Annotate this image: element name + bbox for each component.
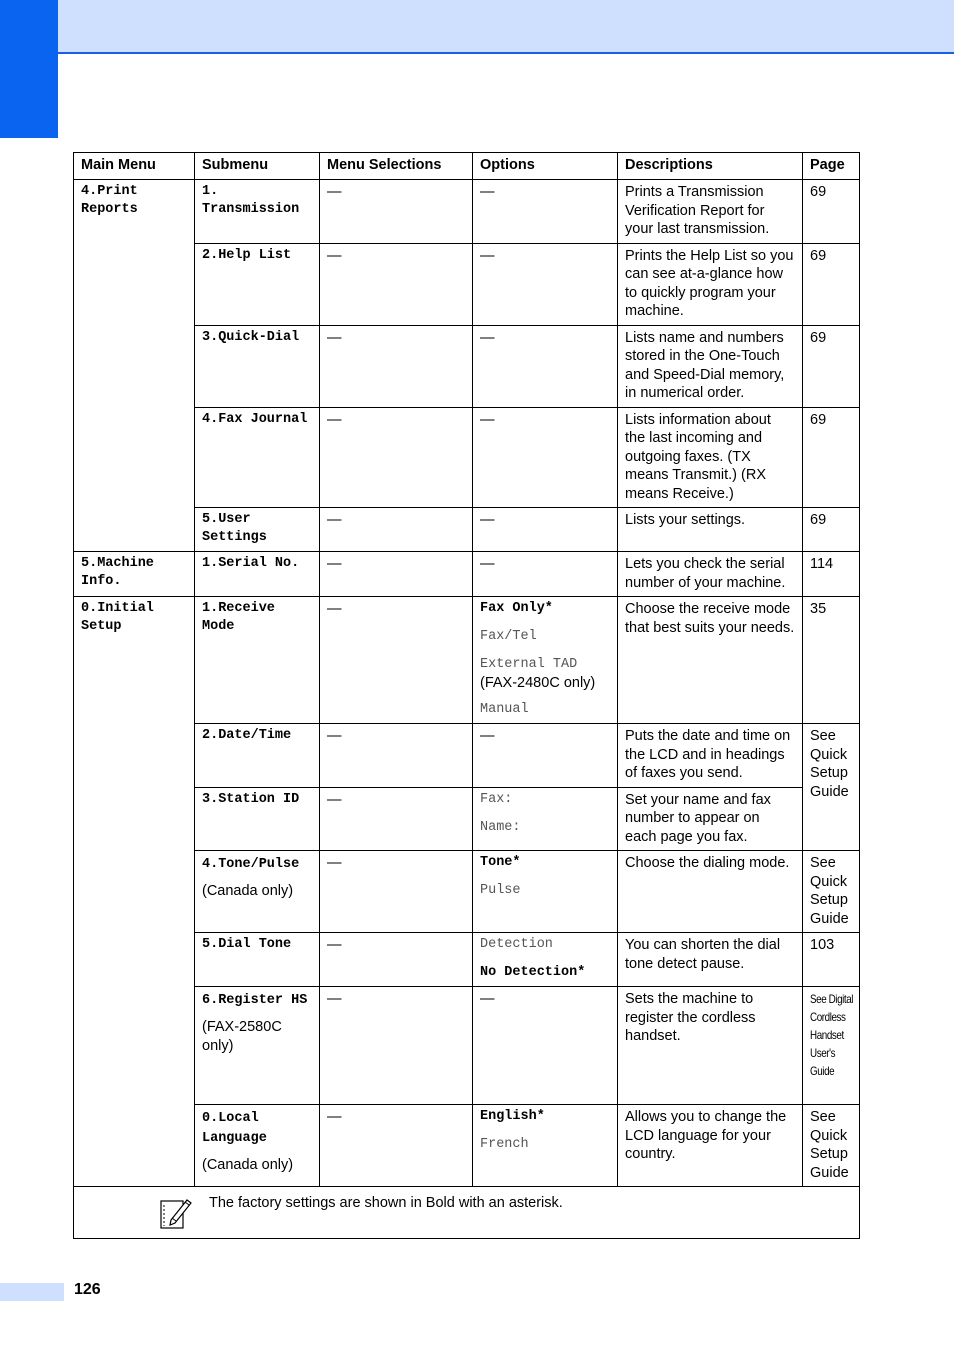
options-cell (473, 933, 618, 987)
col-header: Main Menu (74, 153, 195, 180)
note-row (74, 1187, 860, 1239)
options-cell: — (473, 987, 618, 1105)
description-cell: Choose the receive mode that best suits your needs. (618, 597, 803, 724)
col-header: Descriptions (618, 153, 803, 180)
option-item: French (480, 1137, 529, 1152)
description-cell: Puts the date and time on the LCD and in headings of faxes you send. (618, 724, 803, 788)
page-number-bar (0, 1283, 64, 1301)
options-cell (473, 597, 618, 724)
submenu-cell: 1.Receive Mode (195, 597, 320, 724)
submenu-cell: 1.Serial No. (195, 552, 320, 597)
selection-cell: — (320, 1105, 473, 1187)
page-cell: See Quick Setup Guide (803, 724, 860, 851)
menu-table (73, 152, 860, 1239)
submenu-label: 4.Tone/Pulse (202, 857, 300, 872)
option-note: (FAX-2480C only) (480, 675, 596, 691)
option-item: External TAD (480, 657, 578, 672)
description-cell: You can shorten the dial tone detect pause. (618, 933, 803, 987)
page-cell: 69 (803, 325, 860, 407)
option-item: No Detection* (480, 965, 586, 980)
description-cell: Lists your settings. (618, 508, 803, 552)
chapter-tab (0, 0, 58, 138)
page-cell: 69 (803, 407, 860, 508)
col-header: Menu Selections (320, 153, 473, 180)
options-cell: — (473, 407, 618, 508)
main-menu-cell: 0.Initial Setup (74, 597, 195, 1187)
option-item: Pulse (480, 883, 521, 898)
options-cell (473, 851, 618, 933)
col-header: Options (473, 153, 618, 180)
options-cell: — (473, 325, 618, 407)
description-cell: Sets the machine to register the cordless handset. (618, 987, 803, 1105)
selection-cell: — (320, 724, 473, 788)
submenu-cell: 3.Station ID (195, 787, 320, 851)
col-header: Page (803, 153, 860, 180)
submenu-label: 0.Local Language (202, 1111, 267, 1146)
page-cell: See Quick Setup Guide (803, 1105, 860, 1187)
main-menu-cell: 5.Machine Info. (74, 552, 195, 597)
submenu-note: (FAX-2580C only) (202, 1019, 282, 1054)
submenu-label: 6.Register HS (202, 993, 308, 1008)
note-pencil-icon (159, 1196, 193, 1230)
option-item: Name: (480, 819, 521, 835)
page-cell: 69 (803, 243, 860, 325)
option-item: Fax/Tel (480, 629, 537, 644)
header-row (74, 153, 860, 180)
page-cell: 69 (803, 508, 860, 552)
selection-cell: — (320, 851, 473, 933)
submenu-cell: 5.User Settings (195, 508, 320, 552)
submenu-cell: 5.Dial Tone (195, 933, 320, 987)
selection-cell: — (320, 552, 473, 597)
table-row (74, 180, 860, 244)
submenu-cell: 2.Date/Time (195, 724, 320, 788)
submenu-cell: 1. Transmission (195, 180, 320, 244)
selection-cell: — (320, 597, 473, 724)
selection-cell: — (320, 243, 473, 325)
submenu-cell (195, 851, 320, 933)
page-cell: See Quick Setup Guide (803, 851, 860, 933)
options-cell: — (473, 724, 618, 788)
option-item: Tone* (480, 855, 521, 870)
submenu-note: (Canada only) (202, 1157, 294, 1173)
options-cell: — (473, 243, 618, 325)
col-header: Submenu (195, 153, 320, 180)
selection-cell: — (320, 180, 473, 244)
options-cell: — (473, 552, 618, 597)
submenu-cell: 4.Fax Journal (195, 407, 320, 508)
option-item: Fax Only* (480, 601, 553, 616)
description-cell: Set your name and fax number to appear on each page you fax. (618, 787, 803, 851)
description-cell: Prints the Help List so you can see at-a-glance how to quickly program your machine. (618, 243, 803, 325)
note-text: The factory settings are shown in Bold with an asterisk. (209, 1195, 563, 1211)
options-cell (473, 787, 618, 851)
description-cell: Lets you check the serial number of your machine. (618, 552, 803, 597)
page-cell: 69 (803, 180, 860, 244)
main-menu-cell: 4.Print Reports (74, 180, 195, 552)
option-item: Fax: (480, 791, 513, 807)
description-cell: Choose the dialing mode. (618, 851, 803, 933)
page-cell: 103 (803, 933, 860, 987)
description-cell: Allows you to change the LCD language for your country. (618, 1105, 803, 1187)
selection-cell: — (320, 787, 473, 851)
page-cell: 35 (803, 597, 860, 724)
submenu-cell: 3.Quick-Dial (195, 325, 320, 407)
page-cell (803, 987, 860, 1105)
table-row (74, 597, 860, 724)
description-cell: Lists name and numbers stored in the One-Touch and Speed-Dial memory, in numerical order. (618, 325, 803, 407)
table-row (74, 552, 860, 597)
option-item: Manual (480, 701, 529, 717)
page-reference: See Digital Cordless Handset User's Guide (810, 992, 854, 1078)
option-item: Detection (480, 937, 553, 952)
note-cell (74, 1187, 860, 1239)
submenu-cell (195, 1105, 320, 1187)
page-cell: 114 (803, 552, 860, 597)
page-number: 126 (74, 1281, 101, 1298)
submenu-cell (195, 987, 320, 1105)
header-band (0, 0, 954, 54)
submenu-cell: 2.Help List (195, 243, 320, 325)
selection-cell: — (320, 933, 473, 987)
options-cell: — (473, 508, 618, 552)
options-cell (473, 1105, 618, 1187)
selection-cell: — (320, 407, 473, 508)
description-cell: Prints a Transmission Verification Report for your last transmission. (618, 180, 803, 244)
selection-cell: — (320, 325, 473, 407)
options-cell: — (473, 180, 618, 244)
description-cell: Lists information about the last incoming and outgoing faxes. (TX means Transmit.) (RX means Receive.) (618, 407, 803, 508)
selection-cell: — (320, 508, 473, 552)
selection-cell: — (320, 987, 473, 1105)
option-item: English* (480, 1109, 545, 1124)
submenu-note: (Canada only) (202, 883, 294, 899)
